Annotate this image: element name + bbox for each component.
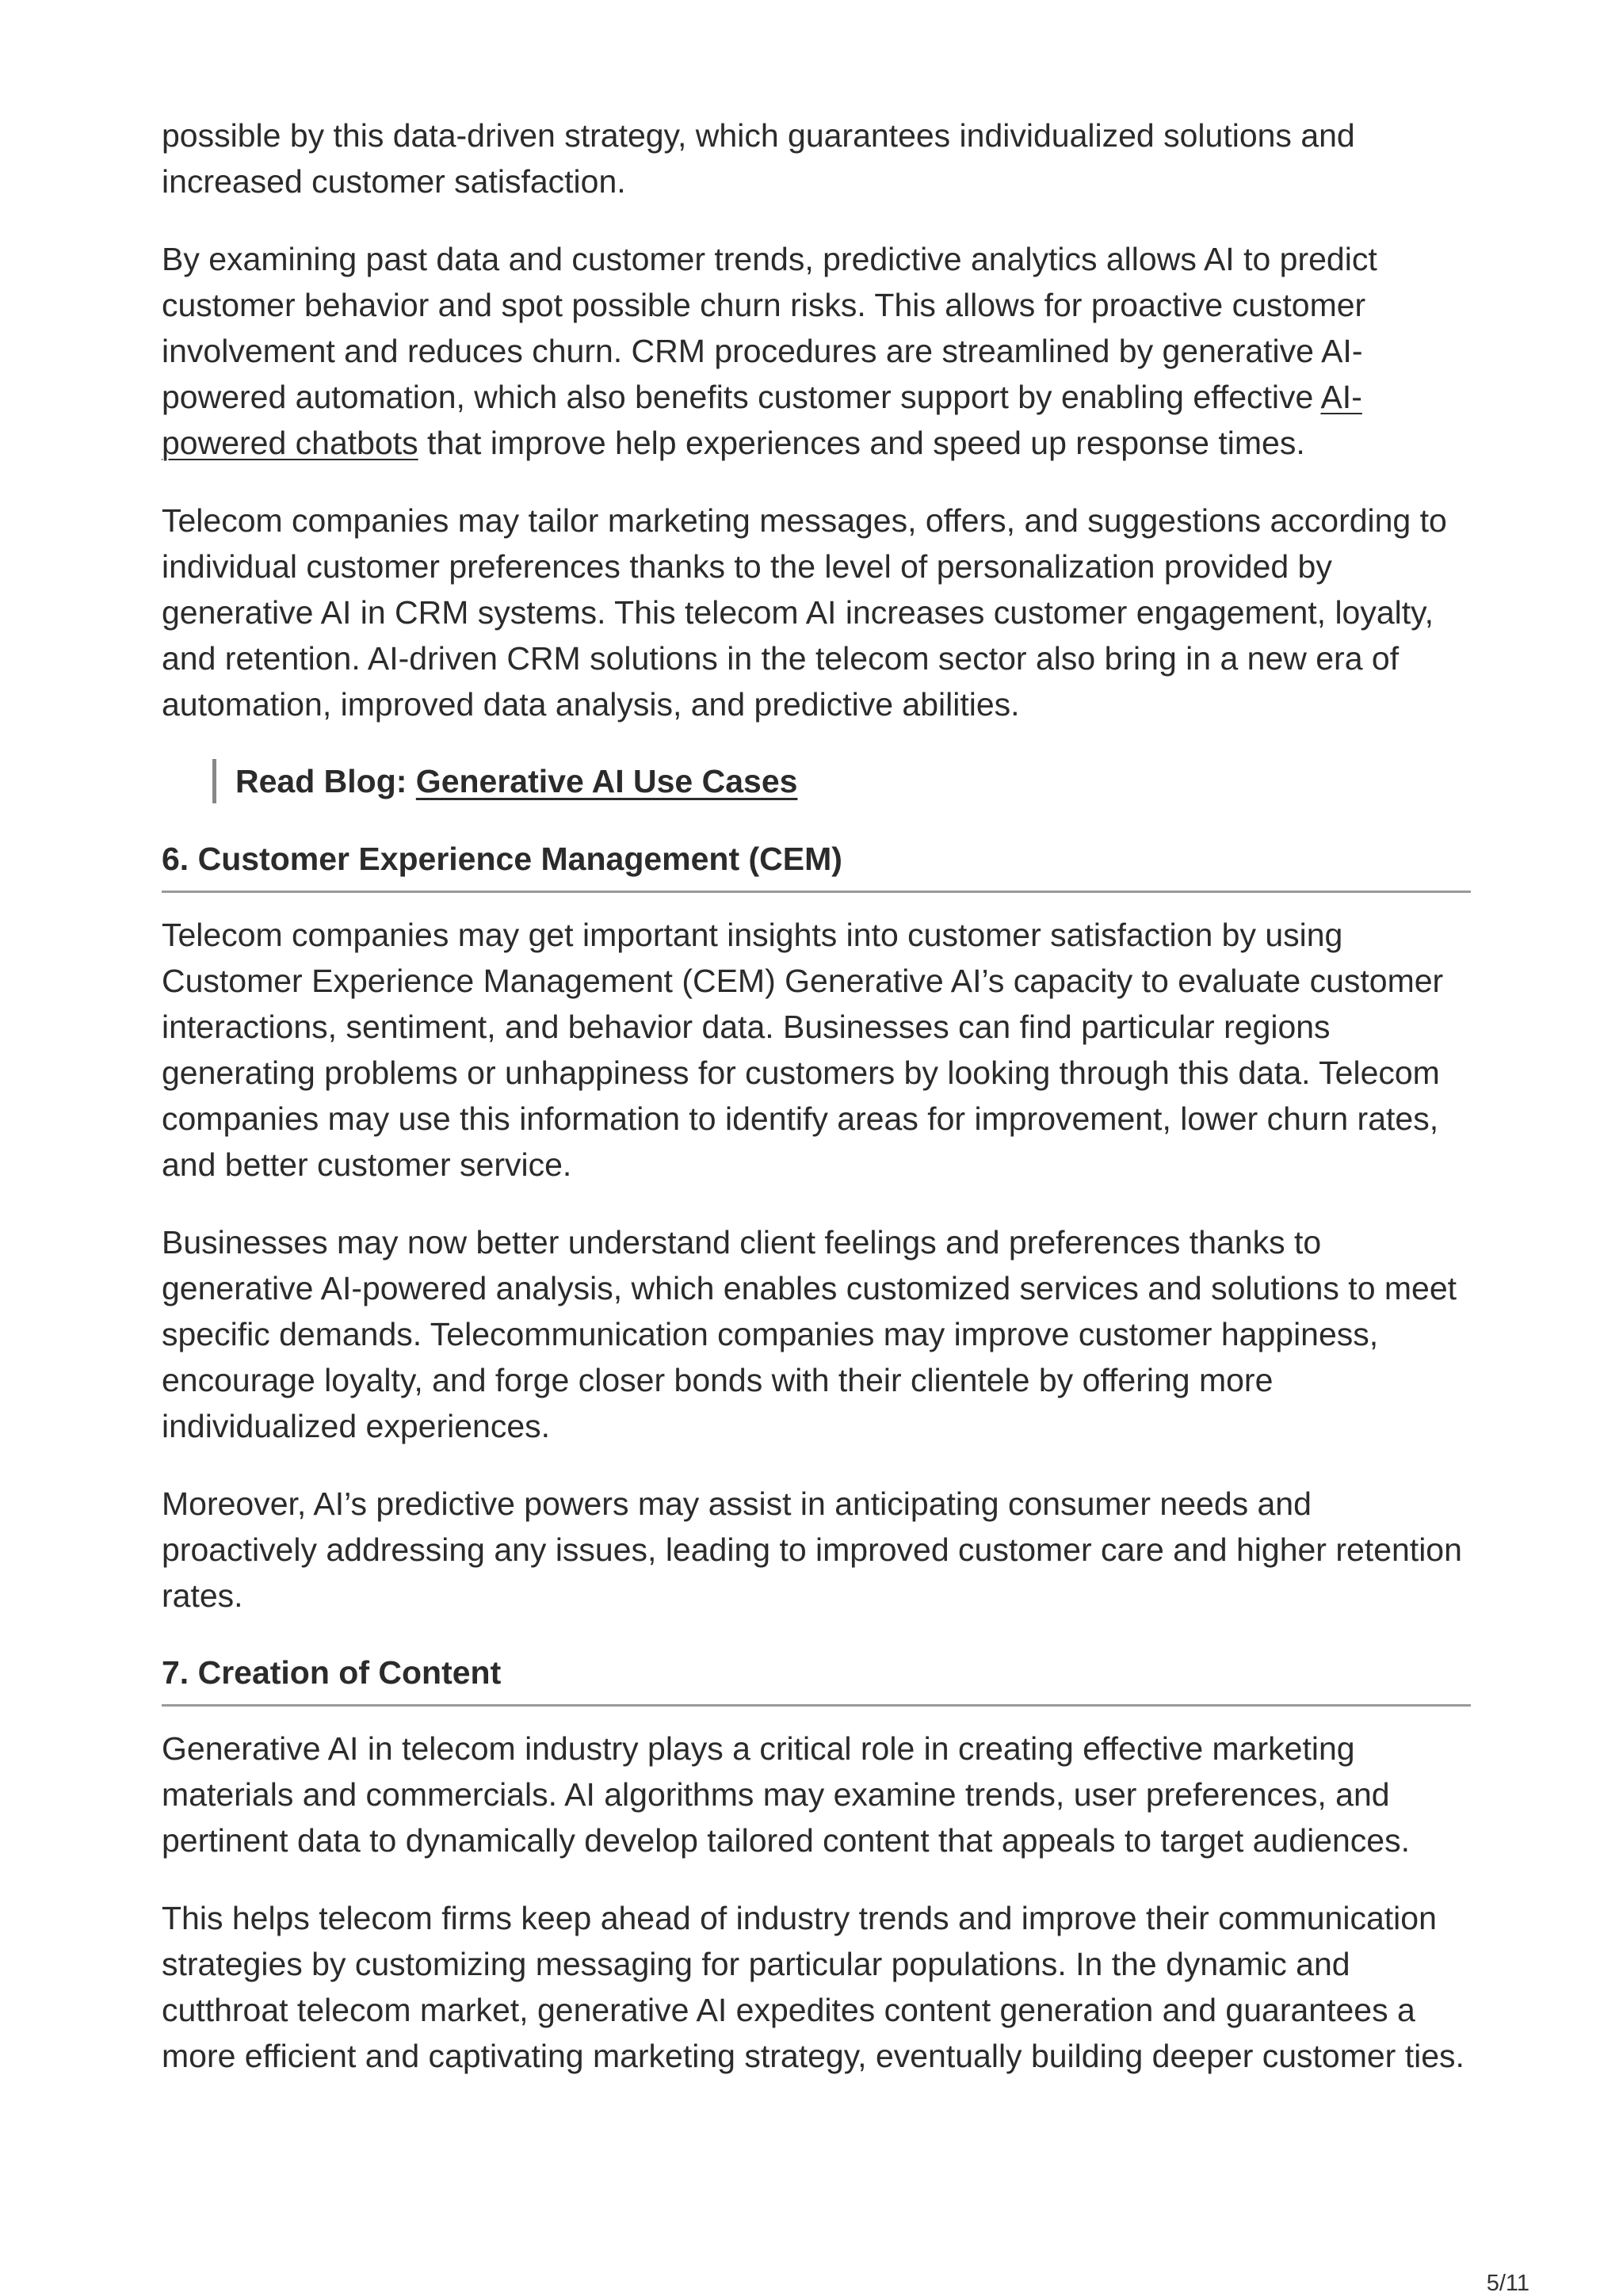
intro-paragraph-3: Telecom companies may tailor marketing messages, offers, and suggestions according to individual customer preferences thanks to the level of personalization provided by generative AI in CRM systems. This telecom AI increases customer engagement, loyalty, and retention. AI-driven CRM solutions in the telecom sector also bring in a new era of automation, improved data analysis, and predictive abilities.: [162, 502, 1447, 723]
page-number: 5/11: [1486, 2271, 1529, 2296]
section-6-heading: 6. Customer Experience Management (CEM): [162, 837, 1471, 893]
document-body: [162, 113, 1471, 2111]
ai-powered-chatbots-link[interactable]: AI-powered chatbots: [162, 379, 1362, 461]
section-6-paragraph-3: Moreover, AI’s predictive powers may assist in anticipating consumer needs and proactively addressing any issues, leading to improved customer care and higher retention rates.: [162, 1486, 1462, 1614]
section-6-paragraph-1: Telecom companies may get important insights into customer satisfaction by using Customer Experience Management (CEM) Generative AI’s capacity to evaluate customer interactions, sentiment, and behavior data. Businesses can find particular regions generating problems or unhappiness for customers by looking through this data. Telecom companies may use this information to identify areas for improvement, lower churn rates, and better customer service.: [162, 917, 1444, 1183]
read-blog-label: Read Blog:: [235, 763, 416, 799]
section-7-paragraph-2: This helps telecom firms keep ahead of industry trends and improve their communication strategies by customizing messaging for particular populations. In the dynamic and cutthroat telecom market, generative AI expedites content generation and guarantees a more efficient and captivating marketing strategy, eventually building deeper customer ties.: [162, 1900, 1465, 2074]
section-7-paragraph-1: Generative AI in telecom industry plays a critical role in creating effective marketing materials and commercials. AI algorithms may examine trends, user preferences, and pertinent data to dynamically develop tailored content that appeals to target audiences.: [162, 1730, 1410, 1859]
section-6-paragraph-2: Businesses may now better understand client feelings and preferences thanks to generative AI-powered analysis, which enables customized services and solutions to meet specific demands. Telecommunication companies may improve customer happiness, encourage loyalty, and forge closer bonds with their clientele by offering more individualized experiences.: [162, 1224, 1457, 1444]
intro-paragraph-1: possible by this data-driven strategy, which guarantees individualized solutions and increased customer satisfaction.: [162, 117, 1355, 200]
section-7-heading: 7. Creation of Content: [162, 1650, 1471, 1707]
intro-paragraph-2-text-a: By examining past data and customer trends, predictive analytics allows AI to predict customer behavior and spot possible churn risks. This allows for proactive customer involvement and reduces churn. CRM procedures are streamlined by generative AI-powered automation, which also benefits customer support by enabling effective: [162, 241, 1377, 415]
read-blog-link[interactable]: Generative AI Use Cases: [415, 763, 798, 799]
intro-paragraph-2: [162, 236, 1471, 466]
read-blog-callout: [212, 759, 1471, 803]
intro-paragraph-2-text-b: that improve help experiences and speed up response times.: [418, 425, 1305, 461]
